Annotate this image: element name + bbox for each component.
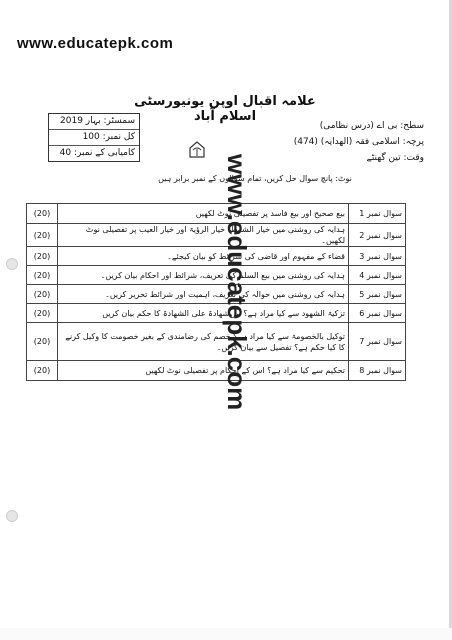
question-text: ہدایہ کی روشنی میں بیع السلم کی تعریف، شرائط اور احکام بیان کریں۔ xyxy=(58,266,349,285)
question-text: ہدایہ کی روشنی میں حوالہ کی تعریف، اہمیت اور شرائط تحریر کریں۔ xyxy=(58,285,349,304)
punch-hole xyxy=(6,258,18,270)
level-label: سطح: بی اے (درس نظامی) xyxy=(319,121,424,131)
university-title: علامہ اقبال اوپن یونیورسٹی اسلام آباد xyxy=(134,94,316,124)
question-text: توکیل بالخصومۃ سے کیا مراد ہے؟ خصم کی رضامندی کے بغیر خصومت کا وکیل کرنے کا کیا حکم ہے؟ تفصیل سے بیان کریں۔ xyxy=(58,323,349,361)
paper-label: پرچہ: اسلامی فقہ (الھدایہ) (474) xyxy=(293,137,424,147)
question-number: سوال نمبر 7 xyxy=(349,323,406,361)
question-marks: (20) xyxy=(27,204,58,224)
question-marks: (20) xyxy=(27,285,58,304)
punch-hole xyxy=(6,510,18,522)
question-marks: (20) xyxy=(27,361,58,381)
total-marks-label: کل نمبر: 100 xyxy=(49,130,139,146)
site-url: www.educatepk.com xyxy=(17,35,174,52)
question-marks: (20) xyxy=(27,304,58,323)
question-text: تحکیم سے کیا مراد ہے؟ اس کے احکام پر تفصیلی نوٹ لکھیں xyxy=(58,361,349,381)
question-text: تزکیۃ الشھود سے کیا مراد ہے؟ نیز شھادۃ علی الشھادۃ کا حکم بیان کریں xyxy=(58,304,349,323)
scan-bottom-edge xyxy=(0,628,452,640)
question-text: بیع صحیح اور بیع فاسد پر تفصیلی نوٹ لکھیں xyxy=(58,204,349,224)
question-text: ہدایہ کی روشنی میں خیار الشرط، خیار الرؤیۃ اور خیار العیب پر تفصیلی نوٹ لکھیں۔ xyxy=(58,224,349,247)
marks-box xyxy=(48,113,140,162)
question-marks: (20) xyxy=(27,247,58,266)
question-number: سوال نمبر 8 xyxy=(349,361,406,381)
question-number: سوال نمبر 6 xyxy=(349,304,406,323)
question-number: سوال نمبر 3 xyxy=(349,247,406,266)
watermark-text: www.educatepk.com xyxy=(222,154,252,411)
time-label: وقت: تین گھنٹے xyxy=(366,153,424,163)
pass-marks-label: کامیابی کے نمبر: 40 xyxy=(59,148,135,158)
question-text: قضاء کے مفہوم اور قاضی کی شرائط کو بیان کیجئے۔ xyxy=(58,247,349,266)
question-number: سوال نمبر 1 xyxy=(349,204,406,224)
question-marks: (20) xyxy=(27,224,58,247)
site-watermark xyxy=(202,150,252,480)
question-marks: (20) xyxy=(27,323,58,361)
instructions-note: نوٹ: پانچ سوال حل کریں، تمام سوالوں کے نمبر برابر ہیں xyxy=(158,174,352,183)
question-number: سوال نمبر 2 xyxy=(349,224,406,247)
question-number: سوال نمبر 5 xyxy=(349,285,406,304)
question-marks: (20) xyxy=(27,266,58,285)
semester-label: سمسٹر: بہار 2019 xyxy=(49,114,139,130)
question-number: سوال نمبر 4 xyxy=(349,266,406,285)
